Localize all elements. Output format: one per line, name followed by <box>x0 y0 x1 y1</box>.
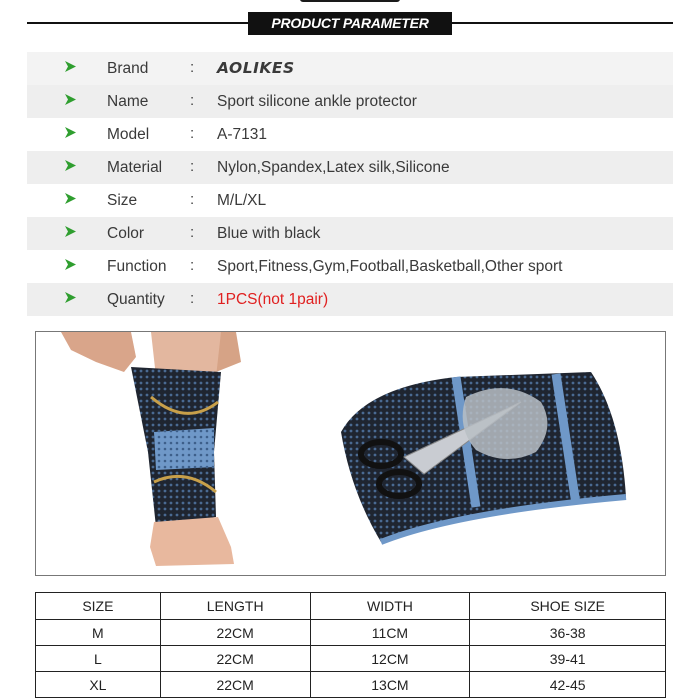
param-row-function <box>27 250 673 283</box>
param-row-color <box>27 217 673 250</box>
param-separator: : <box>190 191 195 208</box>
size-chart-row <box>36 672 666 698</box>
shoe-size-cell: 39-41 <box>470 646 666 672</box>
param-label: Model <box>107 126 150 143</box>
param-separator: : <box>190 158 195 175</box>
arrow-icon <box>64 225 77 238</box>
param-separator: : <box>190 290 195 307</box>
arrow-icon <box>64 258 77 271</box>
shoe-size-cell: 42-45 <box>470 672 666 698</box>
param-value: Blue with black <box>217 225 321 242</box>
header-top-decoration <box>300 0 400 2</box>
param-label: Function <box>107 258 167 275</box>
param-value: Sport silicone ankle protector <box>217 93 417 110</box>
param-row-name <box>27 85 673 118</box>
param-label: Size <box>107 192 138 209</box>
arrow-icon <box>64 60 77 73</box>
param-row-quantity <box>27 283 673 316</box>
param-value: M/L/XL <box>217 192 267 209</box>
size-cell: XL <box>36 672 161 698</box>
param-label: Color <box>107 225 145 242</box>
param-row-size <box>27 184 673 217</box>
param-row-material <box>27 151 673 184</box>
size-chart-row <box>36 620 666 646</box>
width-cell: 11CM <box>310 620 470 646</box>
param-row-brand <box>27 52 673 85</box>
size-cell: M <box>36 620 161 646</box>
width-cell: 13CM <box>310 672 470 698</box>
hand-left <box>61 332 136 372</box>
param-value: A-7131 <box>217 126 267 143</box>
param-label: Material <box>107 159 163 176</box>
shoe-size-cell: 36-38 <box>470 620 666 646</box>
size-chart-table <box>35 592 666 698</box>
product-photo <box>35 331 666 576</box>
brace-blue-panel <box>154 428 214 470</box>
silicone-pad <box>463 388 548 459</box>
param-value: Sport,Fitness,Gym,Football,Basketball,Other sport <box>217 258 563 275</box>
param-separator: : <box>190 224 195 241</box>
param-value: Nylon,Spandex,Latex silk,Silicone <box>217 159 450 176</box>
length-cell: 22CM <box>160 620 310 646</box>
product-parameter-table <box>27 52 673 316</box>
width-header: WIDTH <box>310 593 470 620</box>
arrow-icon <box>64 291 77 304</box>
length-cell: 22CM <box>160 672 310 698</box>
size-header: SIZE <box>36 593 161 620</box>
width-cell: 12CM <box>310 646 470 672</box>
brand-logo: AOLIKES <box>217 59 295 77</box>
length-cell: 22CM <box>160 646 310 672</box>
size-chart-row <box>36 646 666 672</box>
param-separator: : <box>190 125 195 142</box>
param-label: Brand <box>107 60 149 77</box>
param-separator: : <box>190 59 195 76</box>
arrow-icon <box>64 192 77 205</box>
arrow-icon <box>64 126 77 139</box>
arrow-icon <box>64 93 77 106</box>
param-label: Quantity <box>107 291 165 308</box>
arrow-icon <box>64 159 77 172</box>
param-label: Name <box>107 93 149 110</box>
param-separator: : <box>190 257 195 274</box>
size-cell: L <box>36 646 161 672</box>
param-separator: : <box>190 92 195 109</box>
ankle-brace-illustration <box>36 332 666 576</box>
size-chart-header-row <box>36 593 666 620</box>
param-value: 1PCS(not 1pair) <box>217 291 329 308</box>
param-row-model <box>27 118 673 151</box>
length-header: LENGTH <box>160 593 310 620</box>
shoe-size-header: SHOE SIZE <box>470 593 666 620</box>
foot <box>150 517 234 566</box>
section-title: PRODUCT PARAMETER <box>248 12 452 35</box>
